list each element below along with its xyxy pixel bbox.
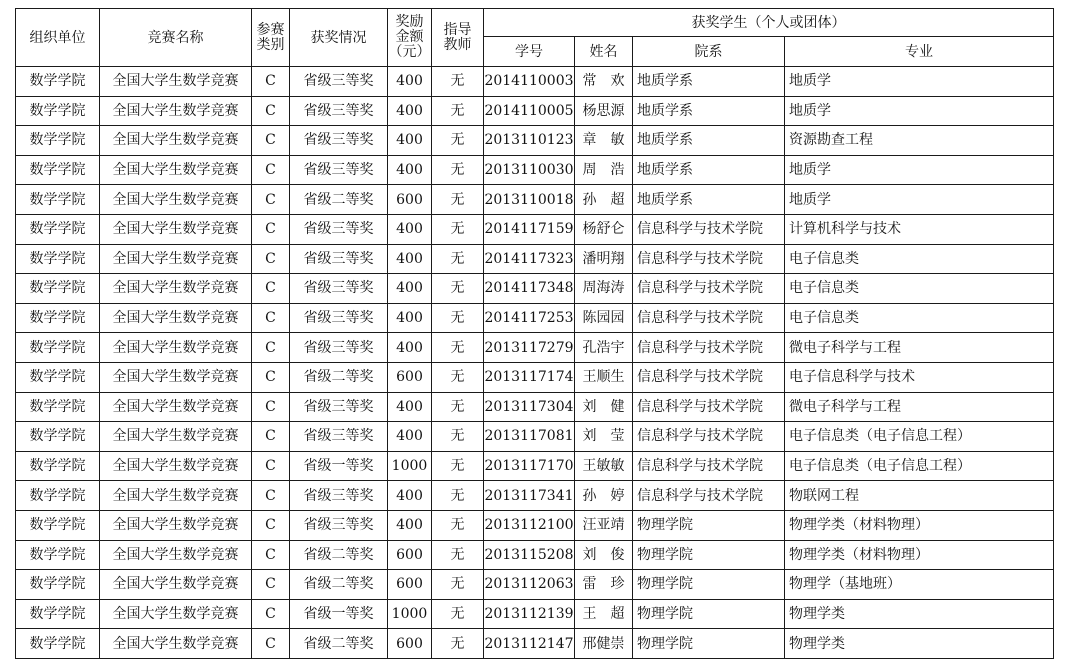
cell-award: 省级一等奖 bbox=[290, 451, 388, 481]
cell-major: 电子信息科学与技术 bbox=[785, 362, 1054, 392]
cell-amount: 400 bbox=[388, 244, 432, 274]
cell-category: C bbox=[252, 362, 290, 392]
cell-name: 孙 婷 bbox=[575, 481, 633, 511]
table-row bbox=[16, 451, 1054, 481]
cell-major: 地质学 bbox=[785, 67, 1054, 97]
cell-award: 省级三等奖 bbox=[290, 510, 388, 540]
cell-name: 周海涛 bbox=[575, 274, 633, 304]
cell-category: C bbox=[252, 303, 290, 333]
table-row bbox=[16, 392, 1054, 422]
table-row bbox=[16, 214, 1054, 244]
cell-org: 数学学院 bbox=[16, 392, 100, 422]
cell-amount: 400 bbox=[388, 274, 432, 304]
cell-category: C bbox=[252, 333, 290, 363]
cell-department: 物理学院 bbox=[633, 510, 785, 540]
cell-department: 物理学院 bbox=[633, 540, 785, 570]
cell-org: 数学学院 bbox=[16, 481, 100, 511]
cell-award: 省级二等奖 bbox=[290, 540, 388, 570]
cell-category: C bbox=[252, 599, 290, 629]
cell-competition: 全国大学生数学竞赛 bbox=[100, 67, 252, 97]
table-header bbox=[16, 9, 1054, 67]
header-competition: 竞赛名称 bbox=[100, 9, 252, 67]
cell-student-id: 2013112100 bbox=[484, 510, 575, 540]
cell-major: 电子信息类 bbox=[785, 274, 1054, 304]
cell-name: 王顺生 bbox=[575, 362, 633, 392]
cell-award: 省级二等奖 bbox=[290, 185, 388, 215]
cell-advisor: 无 bbox=[432, 67, 484, 97]
cell-category: C bbox=[252, 481, 290, 511]
cell-award: 省级一等奖 bbox=[290, 599, 388, 629]
cell-competition: 全国大学生数学竞赛 bbox=[100, 599, 252, 629]
cell-competition: 全国大学生数学竞赛 bbox=[100, 540, 252, 570]
cell-name: 王 超 bbox=[575, 599, 633, 629]
cell-name: 汪亚靖 bbox=[575, 510, 633, 540]
cell-category: C bbox=[252, 422, 290, 452]
cell-award: 省级二等奖 bbox=[290, 629, 388, 659]
cell-student-id: 2013110123 bbox=[484, 126, 575, 156]
cell-student-id: 2013110030 bbox=[484, 155, 575, 185]
table-row bbox=[16, 185, 1054, 215]
cell-org: 数学学院 bbox=[16, 96, 100, 126]
cell-award: 省级三等奖 bbox=[290, 214, 388, 244]
cell-department: 信息科学与技术学院 bbox=[633, 274, 785, 304]
cell-student-id: 2014117348 bbox=[484, 274, 575, 304]
cell-name: 章 敏 bbox=[575, 126, 633, 156]
cell-amount: 400 bbox=[388, 422, 432, 452]
cell-advisor: 无 bbox=[432, 570, 484, 600]
cell-org: 数学学院 bbox=[16, 333, 100, 363]
cell-award: 省级三等奖 bbox=[290, 96, 388, 126]
cell-amount: 600 bbox=[388, 540, 432, 570]
cell-advisor: 无 bbox=[432, 244, 484, 274]
table-row bbox=[16, 303, 1054, 333]
cell-student-id: 2014110003 bbox=[484, 67, 575, 97]
cell-org: 数学学院 bbox=[16, 629, 100, 659]
table-row bbox=[16, 333, 1054, 363]
cell-competition: 全国大学生数学竞赛 bbox=[100, 510, 252, 540]
cell-name: 刘 莹 bbox=[575, 422, 633, 452]
cell-award: 省级二等奖 bbox=[290, 570, 388, 600]
cell-name: 邢健崇 bbox=[575, 629, 633, 659]
cell-major: 电子信息类（电子信息工程） bbox=[785, 451, 1054, 481]
cell-category: C bbox=[252, 629, 290, 659]
header-category: 参赛 类别 bbox=[252, 9, 290, 67]
cell-name: 陈园园 bbox=[575, 303, 633, 333]
cell-advisor: 无 bbox=[432, 422, 484, 452]
cell-student-id: 2014117253 bbox=[484, 303, 575, 333]
header-students-group: 获奖学生（个人或团体） bbox=[484, 9, 1054, 37]
table-body bbox=[16, 67, 1054, 659]
cell-advisor: 无 bbox=[432, 481, 484, 511]
table-row bbox=[16, 481, 1054, 511]
cell-competition: 全国大学生数学竞赛 bbox=[100, 244, 252, 274]
cell-advisor: 无 bbox=[432, 214, 484, 244]
cell-category: C bbox=[252, 570, 290, 600]
cell-category: C bbox=[252, 67, 290, 97]
cell-advisor: 无 bbox=[432, 510, 484, 540]
cell-student-id: 2013112147 bbox=[484, 629, 575, 659]
header-advisor: 指导 教师 bbox=[432, 9, 484, 67]
header-name: 姓名 bbox=[575, 37, 633, 67]
cell-amount: 400 bbox=[388, 303, 432, 333]
cell-category: C bbox=[252, 96, 290, 126]
table-row bbox=[16, 422, 1054, 452]
cell-name: 刘 健 bbox=[575, 392, 633, 422]
cell-department: 物理学院 bbox=[633, 629, 785, 659]
table-row bbox=[16, 570, 1054, 600]
cell-advisor: 无 bbox=[432, 185, 484, 215]
cell-org: 数学学院 bbox=[16, 244, 100, 274]
cell-major: 电子信息类 bbox=[785, 244, 1054, 274]
cell-name: 刘 俊 bbox=[575, 540, 633, 570]
cell-major: 物理学类 bbox=[785, 629, 1054, 659]
cell-category: C bbox=[252, 185, 290, 215]
cell-category: C bbox=[252, 451, 290, 481]
cell-category: C bbox=[252, 214, 290, 244]
cell-name: 孔浩宇 bbox=[575, 333, 633, 363]
cell-org: 数学学院 bbox=[16, 155, 100, 185]
cell-org: 数学学院 bbox=[16, 126, 100, 156]
table-row bbox=[16, 274, 1054, 304]
cell-name: 潘明翔 bbox=[575, 244, 633, 274]
cell-student-id: 2013117304 bbox=[484, 392, 575, 422]
cell-amount: 400 bbox=[388, 67, 432, 97]
table-row bbox=[16, 599, 1054, 629]
cell-advisor: 无 bbox=[432, 155, 484, 185]
cell-amount: 400 bbox=[388, 214, 432, 244]
cell-competition: 全国大学生数学竞赛 bbox=[100, 96, 252, 126]
cell-competition: 全国大学生数学竞赛 bbox=[100, 362, 252, 392]
cell-major: 地质学 bbox=[785, 155, 1054, 185]
cell-competition: 全国大学生数学竞赛 bbox=[100, 185, 252, 215]
header-department: 院系 bbox=[633, 37, 785, 67]
cell-department: 地质学系 bbox=[633, 126, 785, 156]
cell-category: C bbox=[252, 510, 290, 540]
header-org: 组织单位 bbox=[16, 9, 100, 67]
cell-department: 物理学院 bbox=[633, 570, 785, 600]
cell-competition: 全国大学生数学竞赛 bbox=[100, 274, 252, 304]
cell-major: 地质学 bbox=[785, 185, 1054, 215]
cell-competition: 全国大学生数学竞赛 bbox=[100, 333, 252, 363]
cell-award: 省级三等奖 bbox=[290, 303, 388, 333]
cell-amount: 600 bbox=[388, 570, 432, 600]
cell-department: 物理学院 bbox=[633, 599, 785, 629]
cell-student-id: 2014117323 bbox=[484, 244, 575, 274]
cell-student-id: 2014117159 bbox=[484, 214, 575, 244]
cell-student-id: 2014110005 bbox=[484, 96, 575, 126]
cell-department: 信息科学与技术学院 bbox=[633, 392, 785, 422]
cell-department: 地质学系 bbox=[633, 155, 785, 185]
cell-department: 信息科学与技术学院 bbox=[633, 303, 785, 333]
cell-advisor: 无 bbox=[432, 96, 484, 126]
cell-student-id: 2013112139 bbox=[484, 599, 575, 629]
cell-org: 数学学院 bbox=[16, 570, 100, 600]
cell-student-id: 2013117174 bbox=[484, 362, 575, 392]
cell-major: 物理学（基地班） bbox=[785, 570, 1054, 600]
cell-org: 数学学院 bbox=[16, 540, 100, 570]
cell-department: 信息科学与技术学院 bbox=[633, 422, 785, 452]
cell-award: 省级三等奖 bbox=[290, 155, 388, 185]
cell-award: 省级三等奖 bbox=[290, 274, 388, 304]
cell-advisor: 无 bbox=[432, 362, 484, 392]
table-row bbox=[16, 126, 1054, 156]
cell-competition: 全国大学生数学竞赛 bbox=[100, 422, 252, 452]
cell-major: 电子信息类（电子信息工程） bbox=[785, 422, 1054, 452]
table-row bbox=[16, 155, 1054, 185]
cell-amount: 400 bbox=[388, 481, 432, 511]
cell-major: 计算机科学与技术 bbox=[785, 214, 1054, 244]
cell-major: 地质学 bbox=[785, 96, 1054, 126]
cell-major: 物理学类（材料物理） bbox=[785, 540, 1054, 570]
cell-department: 信息科学与技术学院 bbox=[633, 451, 785, 481]
cell-competition: 全国大学生数学竞赛 bbox=[100, 392, 252, 422]
cell-student-id: 2013110018 bbox=[484, 185, 575, 215]
cell-org: 数学学院 bbox=[16, 185, 100, 215]
cell-category: C bbox=[252, 540, 290, 570]
cell-major: 微电子科学与工程 bbox=[785, 333, 1054, 363]
cell-major: 物理学类 bbox=[785, 599, 1054, 629]
cell-name: 雷 珍 bbox=[575, 570, 633, 600]
cell-award: 省级三等奖 bbox=[290, 481, 388, 511]
cell-student-id: 2013115208 bbox=[484, 540, 575, 570]
cell-amount: 600 bbox=[388, 362, 432, 392]
cell-name: 王敏敏 bbox=[575, 451, 633, 481]
cell-department: 信息科学与技术学院 bbox=[633, 214, 785, 244]
header-student-id: 学号 bbox=[484, 37, 575, 67]
table-row bbox=[16, 67, 1054, 97]
cell-org: 数学学院 bbox=[16, 303, 100, 333]
cell-student-id: 2013117341 bbox=[484, 481, 575, 511]
cell-student-id: 2013117279 bbox=[484, 333, 575, 363]
cell-advisor: 无 bbox=[432, 599, 484, 629]
cell-major: 微电子科学与工程 bbox=[785, 392, 1054, 422]
cell-competition: 全国大学生数学竞赛 bbox=[100, 303, 252, 333]
cell-amount: 400 bbox=[388, 510, 432, 540]
cell-category: C bbox=[252, 126, 290, 156]
cell-award: 省级三等奖 bbox=[290, 244, 388, 274]
cell-category: C bbox=[252, 244, 290, 274]
cell-award: 省级二等奖 bbox=[290, 362, 388, 392]
cell-competition: 全国大学生数学竞赛 bbox=[100, 481, 252, 511]
cell-name: 常 欢 bbox=[575, 67, 633, 97]
table-row bbox=[16, 629, 1054, 659]
cell-department: 信息科学与技术学院 bbox=[633, 481, 785, 511]
cell-department: 信息科学与技术学院 bbox=[633, 333, 785, 363]
cell-department: 地质学系 bbox=[633, 185, 785, 215]
cell-department: 地质学系 bbox=[633, 67, 785, 97]
cell-org: 数学学院 bbox=[16, 362, 100, 392]
cell-category: C bbox=[252, 155, 290, 185]
cell-student-id: 2013112063 bbox=[484, 570, 575, 600]
cell-amount: 400 bbox=[388, 126, 432, 156]
cell-org: 数学学院 bbox=[16, 67, 100, 97]
awards-table bbox=[15, 8, 1054, 659]
cell-department: 信息科学与技术学院 bbox=[633, 362, 785, 392]
cell-student-id: 2013117170 bbox=[484, 451, 575, 481]
cell-award: 省级三等奖 bbox=[290, 422, 388, 452]
table-row bbox=[16, 244, 1054, 274]
cell-advisor: 无 bbox=[432, 392, 484, 422]
cell-name: 杨舒仑 bbox=[575, 214, 633, 244]
cell-student-id: 2013117081 bbox=[484, 422, 575, 452]
cell-category: C bbox=[252, 274, 290, 304]
cell-department: 信息科学与技术学院 bbox=[633, 244, 785, 274]
header-amount: 奖励 金额 （元） bbox=[388, 9, 432, 67]
cell-award: 省级三等奖 bbox=[290, 333, 388, 363]
cell-name: 周 浩 bbox=[575, 155, 633, 185]
cell-advisor: 无 bbox=[432, 333, 484, 363]
cell-competition: 全国大学生数学竞赛 bbox=[100, 451, 252, 481]
cell-org: 数学学院 bbox=[16, 422, 100, 452]
table-row bbox=[16, 540, 1054, 570]
cell-major: 物联网工程 bbox=[785, 481, 1054, 511]
cell-competition: 全国大学生数学竞赛 bbox=[100, 629, 252, 659]
cell-department: 地质学系 bbox=[633, 96, 785, 126]
cell-advisor: 无 bbox=[432, 126, 484, 156]
cell-org: 数学学院 bbox=[16, 274, 100, 304]
table-row bbox=[16, 510, 1054, 540]
cell-amount: 1000 bbox=[388, 451, 432, 481]
cell-name: 杨思源 bbox=[575, 96, 633, 126]
table-row bbox=[16, 96, 1054, 126]
cell-award: 省级三等奖 bbox=[290, 392, 388, 422]
table-row bbox=[16, 362, 1054, 392]
cell-amount: 600 bbox=[388, 629, 432, 659]
cell-amount: 400 bbox=[388, 392, 432, 422]
cell-advisor: 无 bbox=[432, 274, 484, 304]
header-major: 专业 bbox=[785, 37, 1054, 67]
cell-advisor: 无 bbox=[432, 303, 484, 333]
cell-org: 数学学院 bbox=[16, 451, 100, 481]
header-award: 获奖情况 bbox=[290, 9, 388, 67]
cell-advisor: 无 bbox=[432, 540, 484, 570]
cell-award: 省级三等奖 bbox=[290, 67, 388, 97]
cell-amount: 1000 bbox=[388, 599, 432, 629]
cell-competition: 全国大学生数学竞赛 bbox=[100, 214, 252, 244]
cell-name: 孙 超 bbox=[575, 185, 633, 215]
cell-amount: 400 bbox=[388, 96, 432, 126]
cell-amount: 400 bbox=[388, 155, 432, 185]
cell-major: 资源勘查工程 bbox=[785, 126, 1054, 156]
cell-competition: 全国大学生数学竞赛 bbox=[100, 155, 252, 185]
cell-category: C bbox=[252, 392, 290, 422]
cell-major: 物理学类（材料物理） bbox=[785, 510, 1054, 540]
cell-award: 省级三等奖 bbox=[290, 126, 388, 156]
cell-org: 数学学院 bbox=[16, 510, 100, 540]
cell-advisor: 无 bbox=[432, 451, 484, 481]
cell-org: 数学学院 bbox=[16, 599, 100, 629]
cell-competition: 全国大学生数学竞赛 bbox=[100, 126, 252, 156]
cell-amount: 600 bbox=[388, 185, 432, 215]
cell-competition: 全国大学生数学竞赛 bbox=[100, 570, 252, 600]
cell-major: 电子信息类 bbox=[785, 303, 1054, 333]
cell-advisor: 无 bbox=[432, 629, 484, 659]
cell-amount: 400 bbox=[388, 333, 432, 363]
cell-org: 数学学院 bbox=[16, 214, 100, 244]
